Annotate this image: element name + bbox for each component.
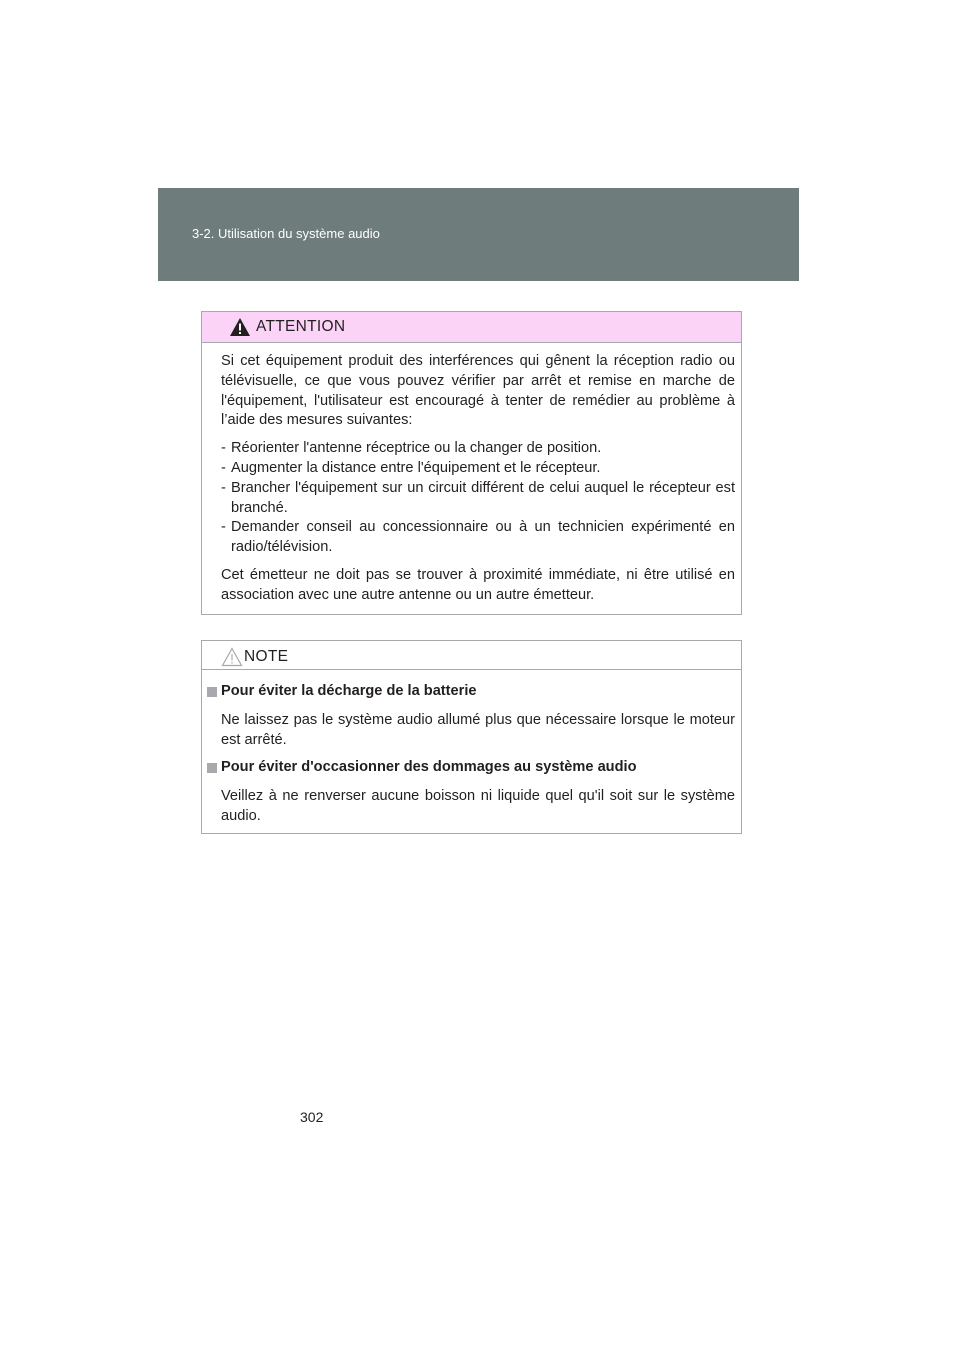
list-item [221,518,735,558]
attention-closing: Cet émetteur ne doit pas se trouver à proximité immédiate, ni être utilisé en association avec une autre antenne ou un autre émetteur. [221,566,735,603]
note-box [201,640,742,834]
list-dash: - [221,459,226,476]
note-heading [207,758,735,778]
list-dash: - [221,519,226,536]
list-dash: - [221,479,226,496]
attention-box [201,311,742,615]
square-bullet-icon [207,687,217,697]
page-number: 302 [300,1109,324,1125]
section-title: 3-2. Utilisation du système audio [192,226,380,241]
note-text: Veillez à ne renverser aucune boisson ni liquide quel qu'il soit sur le système audio. [221,788,735,824]
note-title: NOTE [244,648,289,665]
list-item-text: Demander conseil au concessionnaire ou à un technicien expérimenté en radio/télévision. [231,519,735,556]
list-item [221,439,735,459]
list-item [221,479,735,519]
note-heading-text: Pour éviter la décharge de la batterie [221,683,477,699]
note-heading [207,682,735,702]
list-dash: - [221,440,226,457]
list-item [221,459,735,479]
attention-title: ATTENTION [256,318,346,335]
attention-intro: Si cet équipement produit des interférences qui gênent la réception radio ou télévisuelle, ce que vous pouvez vérifier par arrêt et remise en marche de l'équipement, l'utilisateur est encouragé à tenter de remédier au problème à l’aide des mesures suivantes: [221,353,735,429]
list-item-text: Réorienter l'antenne réceptrice ou la changer de position. [231,440,602,457]
attention-list [221,439,735,558]
note-heading-text: Pour éviter d'occasionner des dommages au système audio [221,759,637,776]
note-header [202,641,741,670]
section-header-band [158,188,799,281]
square-bullet-icon [207,763,217,773]
warning-icon [229,317,251,337]
note-text: Ne laissez pas le système audio allumé plus que nécessaire lorsque le moteur est arrêté. [221,711,735,748]
attention-body [202,343,741,606]
note-body [2,670,741,827]
attention-header [202,312,741,343]
list-item-text: Augmenter la distance entre l'équipement et le récepteur. [231,459,601,476]
caution-outline-icon [221,647,243,667]
list-item-text: Brancher l'équipement sur un circuit différent de celui auquel le récepteur est branché. [231,479,735,516]
